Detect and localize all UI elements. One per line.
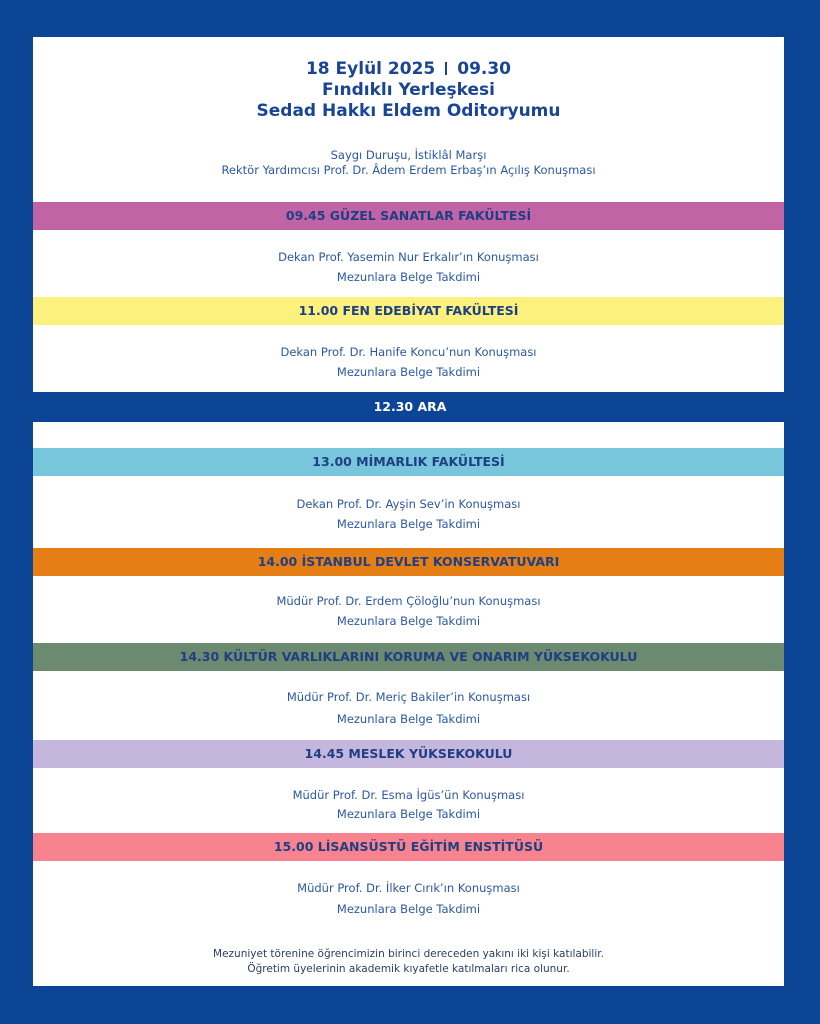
- session-title: 11.00 FEN EDEBİYAT FAKÜLTESİ: [298, 303, 519, 318]
- venue-name: Fındıklı Yerleşkesi: [322, 80, 495, 100]
- session-band: [33, 740, 784, 768]
- session-speech: Müdür Prof. Dr. Esma İgüs’ün Konuşması: [292, 788, 525, 802]
- session-award: Mezunlara Belge Takdimi: [336, 614, 481, 628]
- session-award: Mezunlara Belge Takdimi: [336, 270, 481, 284]
- session-speech: Dekan Prof. Yasemin Nur Erkalır’ın Konuşması: [278, 250, 539, 264]
- session-award: Mezunlara Belge Takdimi: [336, 807, 481, 821]
- session-title: 14.30 KÜLTÜR VARLIKLARINI KORUMA VE ONARIM YÜKSEKOKULU: [179, 649, 638, 664]
- opening-line-2: Rektör Yardımcısı Prof. Dr. Âdem Erdem Erbaş’ın Açılış Konuşması: [221, 163, 596, 177]
- session-band: [33, 448, 784, 476]
- session-title: 14.00 İSTANBUL DEVLET KONSERVATUVARI: [257, 554, 560, 569]
- program-panel-morning: [33, 37, 784, 392]
- opening-line-1: Saygı Duruşu, İstiklâl Marşı: [330, 148, 487, 162]
- session-award: Mezunlara Belge Takdimi: [336, 365, 481, 379]
- session-speech: Dekan Prof. Dr. Hanife Koncu’nun Konuşması: [280, 345, 537, 359]
- dress-code-note: Öğretim üyelerinin akademik kıyafetle katılmaları rica olunur.: [247, 963, 570, 975]
- session-band: [33, 297, 784, 325]
- session-speech: Müdür Prof. Dr. Erdem Çöloğlu’nun Konuşması: [276, 594, 541, 608]
- program-panel-afternoon: [33, 422, 784, 986]
- session-award: Mezunlara Belge Takdimi: [336, 712, 481, 726]
- session-speech: Müdür Prof. Dr. İlker Cırık’ın Konuşması: [297, 881, 520, 895]
- date-time-line: [33, 59, 784, 80]
- session-award: Mezunlara Belge Takdimi: [336, 517, 481, 531]
- session-band: [33, 548, 784, 576]
- session-band: [33, 833, 784, 861]
- session-title: 09.45 GÜZEL SANATLAR FAKÜLTESİ: [285, 208, 532, 223]
- attendance-note: Mezuniyet törenine öğrencimizin birinci dereceden yakını iki kişi katılabilir.: [213, 948, 604, 960]
- session-band: [33, 202, 784, 230]
- hall-name: Sedad Hakkı Eldem Oditoryumu: [256, 101, 561, 121]
- session-speech: Müdür Prof. Dr. Meriç Bakiler’in Konuşması: [286, 690, 531, 704]
- session-band: [33, 643, 784, 671]
- break-label: 12.30 ARA: [373, 399, 447, 414]
- session-speech: Dekan Prof. Dr. Ayşin Sev’in Konuşması: [296, 497, 521, 511]
- ceremony-date: 18 Eylül 2025: [305, 59, 436, 79]
- session-title: 13.00 MİMARLIK FAKÜLTESİ: [312, 454, 505, 469]
- session-title: 15.00 LİSANSÜSTÜ EĞİTİM ENSTİTÜSÜ: [273, 839, 544, 854]
- session-title: 14.45 MESLEK YÜKSEKOKULU: [304, 746, 513, 761]
- separator-bar: [445, 62, 447, 75]
- session-award: Mezunlara Belge Takdimi: [336, 902, 481, 916]
- ceremony-time: 09.30: [457, 59, 512, 79]
